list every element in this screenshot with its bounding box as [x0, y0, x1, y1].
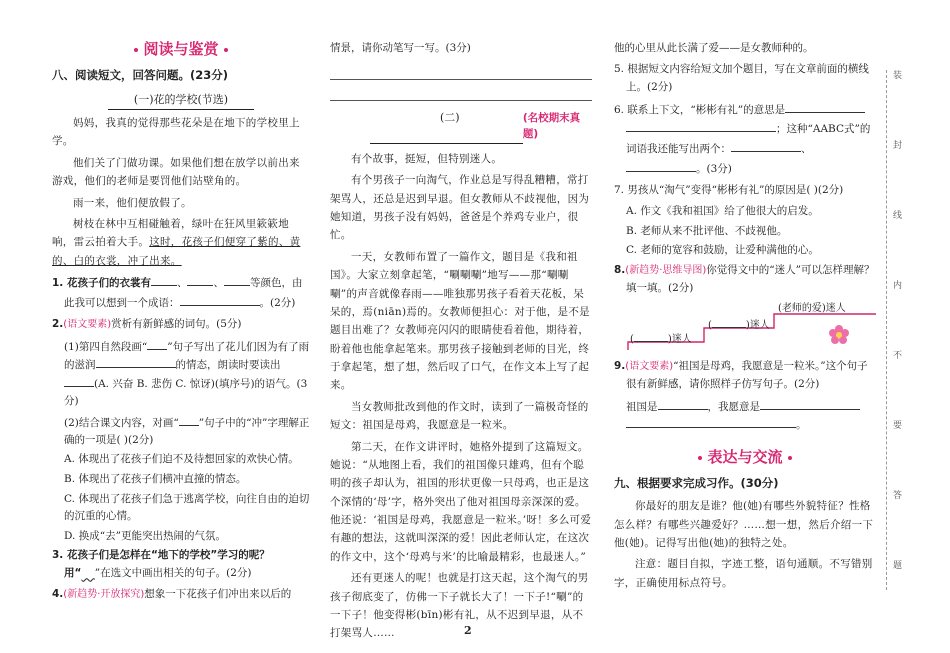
answer-blank[interactable] — [634, 329, 668, 342]
seal-char: 要 — [893, 421, 903, 431]
passage2-para-1: 有个故事，挺短，但特别迷人。 — [351, 152, 503, 165]
question-2-part-1: (1)第四自然段画“ ”句子写出了花儿们因为有了雨的滋润 的情态，朗读时要读出(A. 兴奋 B. 悲伤 C. 惊讶)(填序号)的语气。(3分) — [64, 337, 310, 410]
source-badge: (名校期末真题) — [522, 112, 581, 141]
q7-option-c: C. 老师的宽容和鼓励，让爱种满他的心。 — [626, 244, 819, 257]
answer-blank[interactable] — [64, 374, 94, 387]
answer-blank[interactable] — [151, 273, 177, 286]
passage1-underlined-sentence: 这时，花孩子们便穿了紫的、黄的、白的衣裳，冲了出来。 — [52, 236, 301, 267]
page-number: 2 — [464, 624, 472, 637]
question-2: 2.(语文要素)赏析有新鲜感的词句。(5分) — [52, 317, 242, 330]
step-3-label: (老师的爱)迷人 — [778, 302, 846, 314]
answer-blank[interactable] — [180, 293, 260, 306]
answer-blank[interactable] — [187, 273, 213, 286]
answer-line[interactable] — [330, 61, 592, 80]
q7-option-a: A. 作文《我和祖国》给了他很大的启发。 — [626, 204, 819, 217]
question-5: 5. 根据短文内容给短文加个题目，写在文章前面的横线上。(2分) — [614, 62, 869, 93]
passage1-para-1: 妈妈，我真的觉得那些花朵是在地下的学校里上学。 — [52, 117, 300, 148]
answer-blank[interactable] — [785, 100, 865, 113]
seal-line — [886, 70, 907, 590]
writing-note: 注意：题目自拟，字迹工整，语句通顺。不写错别字，正确使用标点符号。 — [614, 558, 873, 589]
answer-blank[interactable] — [658, 397, 708, 410]
passage1-para-4: 树枝在林中互相碰触着，绿叶在狂风里簌簌地响，雷云拍着大手。这时，花孩子们便穿了紫的、黄的、白的衣裳，冲了出来。 — [52, 217, 301, 267]
question-9-writing-heading: 九、根据要求完成习作。(30分) — [614, 476, 779, 491]
passage2-title[interactable]: (二) — [370, 109, 523, 144]
seal-char: 不 — [893, 351, 903, 361]
writing-prompt: 你最好的朋友是谁？他(她)有哪些外貌特征？性格怎么样？有哪些兴趣爱好？……想一想，然后介绍一下他(她)。记得写出他(她)的独特之处。 — [614, 500, 874, 549]
passage1-para-3: 雨一来，他们便放假了。 — [73, 196, 192, 209]
seal-char: 封 — [893, 141, 903, 151]
step-2-label: ( )迷人 — [708, 315, 770, 334]
mind-map-steps — [614, 304, 876, 354]
step-1-label: ( )迷人 — [630, 329, 692, 348]
middle-column — [330, 26, 592, 646]
question-3: 3. 花孩子们是怎样在“地下的学校”学习的呢？用“ ”在选文中画出相关的句子。(2分) — [52, 549, 270, 580]
passage2-para-4: 当女教师批改到他的作文时，读到了一篇极奇怪的短文：祖国是母鸡，我愿意是一粒米。 — [330, 400, 589, 432]
question-4-continued: 情景，请你动笔写一写。(3分) — [330, 42, 471, 54]
answer-blank[interactable] — [224, 273, 250, 286]
question-2-part-2: (2)结合课文内容，对画“ ”句子中的“冲”字理解正确的一项是( )(2分) — [64, 413, 310, 449]
option-a: A. 体现出了花孩子们迫不及待想回家的欢快心情。 — [64, 453, 299, 466]
section-title-writing: 表达与交流 — [614, 446, 876, 469]
option-b: B. 体现出了花孩子们横冲直撞的情态。 — [64, 473, 247, 486]
answer-blank[interactable] — [626, 159, 696, 172]
passage2-header — [330, 109, 592, 144]
question-9: 9.(语文要素)“祖国是母鸡，我愿意是一粒米。”这个句子很有新鲜感，请你照样子仿写句子。(2分) — [614, 359, 868, 390]
answer-blank[interactable] — [731, 139, 801, 152]
flower-icon — [828, 324, 850, 346]
seal-char: 答 — [893, 491, 903, 501]
seal-char: 内 — [893, 281, 903, 291]
section-title-reading: 阅读与鉴赏 — [52, 38, 310, 61]
question-6: 6. 联系上下文，“彬彬有礼”的意思是 ；这种“AABC式”的词语我还能写出两个： 、。(3分) — [614, 100, 876, 179]
passage2-final-line: 他的心里从此长满了爱——是女教师种的。 — [614, 42, 814, 54]
left-column — [52, 26, 310, 607]
passage2-para-3: 一天，女教师布置了一篇作文，题目是《我和祖国》。大家立刻拿起笔，“唰唰唰”地写——那“唰唰唰”的声音就像春雨——唯独那男孩子看着天花板，呆呆的，焉(niān)焉的。女教师便担心：对于他，是不是题目出难了？女教师亮闪闪的眼睛使看着他，期待着，盼着他也能拿起笔来。那男孩子接触到老师的目光，终于拿起笔，想了想，然后叹了口气，在作文本上写了起来。 — [330, 250, 590, 392]
answer-blank[interactable] — [626, 119, 776, 132]
passage1-title: (一)花的学校(节选) — [52, 91, 310, 110]
answer-blank[interactable] — [712, 315, 746, 328]
answer-line[interactable] — [330, 82, 592, 101]
q7-option-b: B. 老师从来不批评他、不歧视他。 — [626, 224, 788, 237]
passage2-para-5: 第二天，在作文讲评时，她格外提到了这篇短文。她说：“从地图上看，我们的祖国像只雄鸡，但有个聪明的孩子却认为，祖国的形状更像一只母鸡，也正是这个深情的‘母’字，格外突出了他对祖国母亲深深的爱。他还说：‘祖国是母鸡，我愿意是一粒米。’呀！多么可爱有趣的想法，这就叫深深的爱！因此老师认定，在这次的作文中，这个‘母鸡与米’的比喻最精彩，也最迷人。” — [330, 440, 592, 563]
question-8: 8.(新趋势·思维导图)你觉得文中的“迷人”可以怎样理解？填一填。(2分) — [614, 264, 875, 294]
passage2-para-6: 还有更迷人的呢！也就是打这天起，这个淘气的男孩子彻底变了，仿佛一下子就长大了！一下子!“唰”的一下子！他变得彬(bīn)彬有礼，从不迟到早退，从不打架骂人…… — [330, 572, 589, 640]
seal-char: 线 — [893, 211, 903, 221]
seal-char: 装 — [893, 71, 903, 81]
question-1: 1. 花孩子们的衣裳有 、 、 等颜色，由此我可以想到一个成语： 。(2分) — [52, 273, 310, 313]
question-8-heading: 八、阅读短文，回答问题。(23分) — [52, 68, 229, 83]
answer-blank[interactable] — [626, 415, 796, 428]
option-d: D. 换成“去”更能突出热闹的气氛。 — [64, 529, 226, 542]
question-4: 4.(新趋势·开放探究)想象一下花孩子们冲出来以后的 — [52, 588, 292, 601]
answer-blank[interactable] — [96, 355, 176, 368]
answer-blank[interactable] — [760, 397, 860, 410]
passage2-para-2: 有个男孩子一向淘气，作业总是写得乱糟糟，常打架骂人，还总是迟到早退。但女教师从不歧视他，因为她知道，男孩子没有妈妈，爸爸是个养鸡专业户，很忙。 — [330, 174, 590, 242]
right-column — [614, 26, 876, 595]
passage1-para-2: 他们关了门做功课。如果他们想在放学以前出来游戏，他们的老师是要罚他们站壁角的。 — [52, 156, 300, 188]
question-9-answer: 祖国是 ，我愿意是 。 — [626, 397, 876, 435]
option-c: C. 体现出了花孩子们急于逃离学校，向往自由的迫切的沉重的心情。 — [64, 493, 310, 522]
question-7: 7. 男孩从“淘气”变得“彬彬有礼”的原因是( )(2分) — [614, 183, 844, 196]
seal-char: 题 — [893, 561, 903, 571]
